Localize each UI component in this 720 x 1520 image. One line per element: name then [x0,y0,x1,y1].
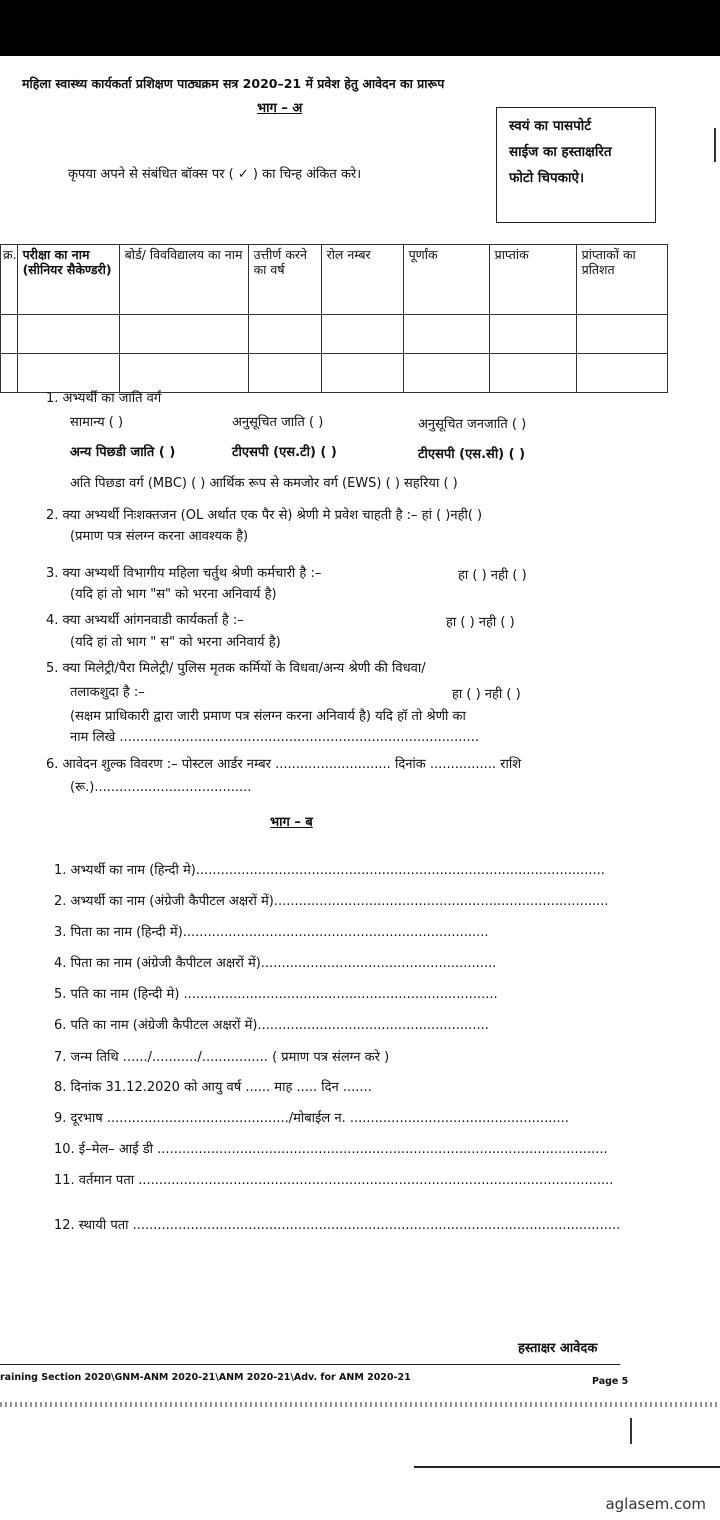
phone-mobile[interactable]: 9. दूरभाष ............................................/मोबाईल न. ..................................................... [54,1111,569,1126]
col-percent-header: प्रांप्ताकों का प्रतिशत [576,245,667,315]
table-row[interactable] [1,315,668,354]
caste-tsp-sc[interactable]: टीएसपी (एस.सी) ( ) [418,447,526,462]
fee-details[interactable]: 6. आवेदन शुल्क विवरण :– पोस्टल आर्डर नम्बर ............................ दिनांक ................ राशि [46,757,522,772]
col-board-header: बोर्ड/ विवविद्यालय का नाम [119,245,248,315]
table-cell[interactable] [17,315,119,354]
divorced-label: तलाकशुदा है :– [70,685,145,700]
table-cell[interactable] [248,354,321,393]
tick-instruction: कृपया अपने से संबंधित बॉक्स पर ( ✓ ) का चिन्ह अंकित करे। [68,167,362,182]
table-cell[interactable] [119,354,248,393]
employee-yes-no[interactable]: हा ( ) नही ( ) [458,568,527,583]
anganwadi-question: 4. क्या अभ्यर्थी आंगनवाडी कार्यकर्ता है :– [46,613,244,628]
table-cell[interactable] [576,354,667,393]
edge-mark [714,128,716,162]
table-cell[interactable] [321,354,403,393]
table-cell[interactable] [403,315,489,354]
applicant-signature-label: हस्ताक्षर आवेदक [518,1341,598,1356]
widow-certificate-note: (सक्षम प्राधिकारी द्वारा जारी प्रमाण पत्र संलग्न करना अनिवार्य है) यदि हॉ तो श्रेणी का [70,709,466,724]
scan-noise-line [0,1402,720,1407]
date-of-birth[interactable]: 7. जन्म तिथि ....../.........../................ ( प्रमाण पत्र संलग्न करे ) [54,1050,390,1065]
margin-mark [630,1418,632,1444]
caste-question: 1. अभ्यर्थी का जाति वर्ग [46,391,162,406]
table-cell[interactable] [1,354,18,393]
part-a-heading: भाग – अ [257,101,303,116]
bottom-rule [414,1466,720,1468]
caste-mbc-ews-row[interactable]: अति पिछडा वर्ग (MBC) ( ) आर्थिक रूप से कमजोर वर्ग (EWS) ( ) सहरिया ( ) [70,476,458,491]
col-roll-header: रोल नम्बर [321,245,403,315]
table-cell[interactable] [321,315,403,354]
fee-amount[interactable]: (रू.)...................................... [70,780,252,795]
caste-sc[interactable]: अनुसूचित जाति ( ) [232,415,324,430]
current-address[interactable]: 11. वर्तमान पता ................................................................................................................... [54,1173,614,1188]
table-cell[interactable] [489,354,576,393]
candidate-name-english[interactable]: 2. अभ्यर्थी का नाम (अंग्रेजी कैपीटल अक्षरों में)................................................................................. [54,894,609,909]
col-obtained-header: प्राप्तांक [489,245,576,315]
watermark: aglasem.com [605,1495,706,1513]
form-title: महिला स्वास्थ्य कार्यकर्ता प्रशिक्षण पाठ्यक्रम सत्र 2020–21 में प्रवेश हेतु आवेदन का प्रारूप [22,76,445,91]
table-row[interactable] [1,354,668,393]
employee-question: 3. क्या अभ्यर्थी विभागीय महिला चर्तुथ श्रेणी कर्मचारी है :– [46,566,322,581]
photo-box-line1: स्वयं का पासपोर्ट [509,118,592,134]
table-header-row [1,245,668,315]
widow-question: 5. क्या मिलेट्री/पैरा मिलेट्री/ पुलिस मृतक कर्मियों के विधवा/अन्य श्रेणी की विधवा/ [46,661,426,676]
footer-rule [0,1364,620,1365]
table-cell[interactable] [17,354,119,393]
table-cell[interactable] [576,315,667,354]
col-max-marks-header: पूर्णांक [403,245,489,315]
table-cell[interactable] [1,315,18,354]
part-b-heading: भाग – ब [270,815,313,830]
disability-note: (प्रमाण पत्र संलग्न करना आवश्यक है) [70,529,249,544]
husband-name-english[interactable]: 6. पति का नाम (अंग्रेजी कैपीटल अक्षरों में)........................................................ [54,1018,489,1033]
caste-obc[interactable]: अन्य पिछडी जाति ( ) [70,445,176,460]
employee-note: (यदि हां तो भाग "स" को भरना अनिवार्य है) [70,587,277,602]
marks-table [0,244,668,393]
category-name-line[interactable]: नाम लिखे ....................................................................................... [70,730,479,745]
page-number: Page 5 [592,1376,629,1387]
caste-tsp-st[interactable]: टीएसपी (एस.टी) ( ) [232,445,337,460]
table-cell[interactable] [489,315,576,354]
father-name-hindi[interactable]: 3. पिता का नाम (हिन्दी में).......................................................................... [54,925,489,940]
anganwadi-note: (यदि हां तो भाग " स" को भरना अनिवार्य है) [70,635,281,650]
age-as-on[interactable]: 8. दिनांक 31.12.2020 को आयु वर्ष ...... माह ..... दिन ....... [54,1080,372,1095]
caste-st[interactable]: अनुसूचित जनजाति ( ) [418,417,527,432]
photo-box-line2: साईज का हस्ताक्षरित [509,144,612,160]
file-path: raining Section 2020\GNM-ANM 2020-21\ANM 2020-21\Adv. for ANM 2020-21 [0,1372,411,1383]
permanent-address[interactable]: 12. स्थायी पता ...................................................................................................................... [54,1218,621,1233]
photo-box-line3: फोटो चिपकाऐ। [509,170,585,186]
col-serial-header: क्र. [1,245,18,315]
table-cell[interactable] [248,315,321,354]
caste-general[interactable]: सामान्य ( ) [70,415,124,430]
table-cell[interactable] [403,354,489,393]
widow-yes-no[interactable]: हा ( ) नही ( ) [452,687,521,702]
disability-question: 2. क्या अभ्यर्थी निःशक्तजन (OL अर्थात एक पैर से) श्रेणी मे प्रवेश चाहती है :– हां ( )नही( ) [46,508,483,523]
email-id[interactable]: 10. ई–मेल– आई डी ............................................................................................................. [54,1142,608,1157]
father-name-english[interactable]: 4. पिता का नाम (अंग्रेजी कैपीटल अक्षरों में)......................................................... [54,956,497,971]
husband-name-hindi[interactable]: 5. पति का नाम (हिन्दी मे) ............................................................................ [54,987,498,1002]
anganwadi-yes-no[interactable]: हा ( ) नही ( ) [446,615,515,630]
top-black-bar [0,0,720,56]
candidate-name-hindi[interactable]: 1. अभ्यर्थी का नाम (हिन्दी मे)................................................................................................... [54,863,605,878]
col-year-header: उत्तीर्ण करने का वर्ष [248,245,321,315]
passport-photo-box [496,107,656,223]
col-exam-name-header: परीक्षा का नाम (सीनियर सैकेण्डरी) [17,245,119,315]
table-cell[interactable] [119,315,248,354]
